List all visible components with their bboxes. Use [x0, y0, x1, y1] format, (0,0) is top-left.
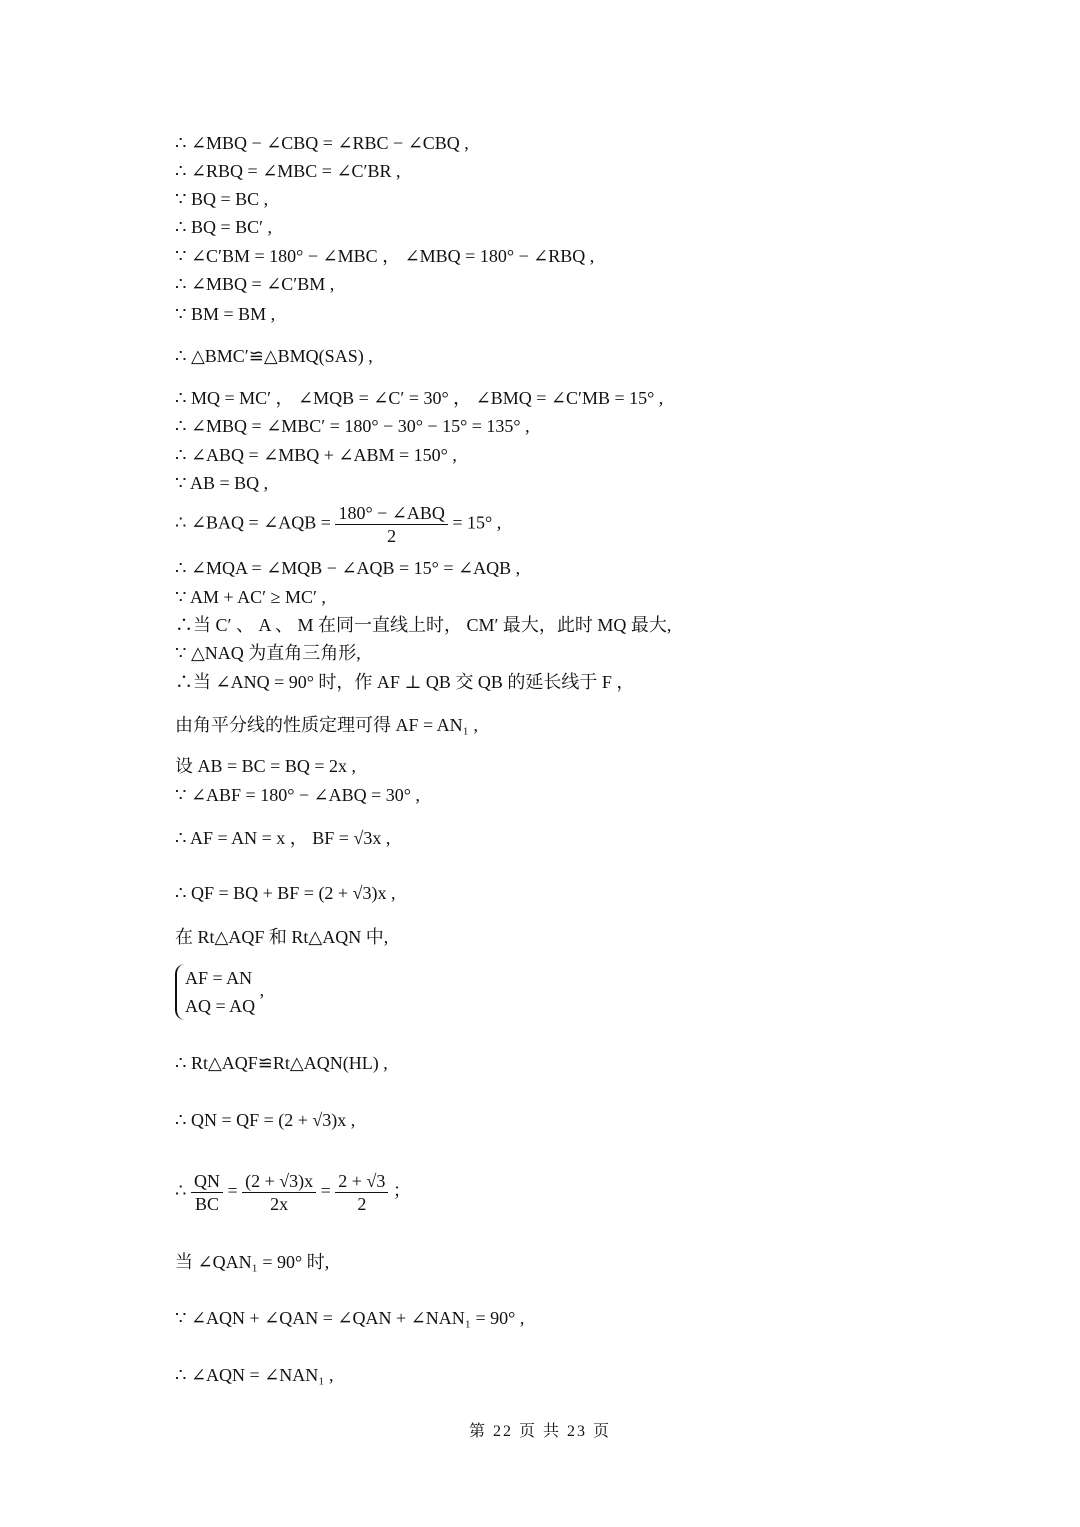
proof-line-4: ∴ BQ = BC′ , — [175, 217, 273, 237]
proof-line-24: 在 Rt△AQF 和 Rt△AQN 中, — [175, 927, 389, 947]
proof-line-17: ∵ △NAQ 为直角三角形, — [175, 643, 361, 663]
ratio-num-3: 2 + √3 — [335, 1170, 388, 1193]
proof-line-9: ∴ MQ = MC′ ， ∠MQB = ∠C′ = 30° ， ∠BMQ = ∠C′MB = 15° , — [175, 388, 664, 408]
proof-line-19: 由角平分线的性质定理可得 AF = AN₁ , — [175, 715, 478, 735]
proof-line-15: ∵ AM + AC′ ≥ MC′ , — [175, 587, 326, 607]
proof-line-1: ∴ ∠MBQ − ∠CBQ = ∠RBC − ∠CBQ , — [175, 133, 469, 153]
ratio-fraction-1 — [191, 1170, 223, 1215]
proof-line-8: ∴ △BMC′≌△BMQ(SAS) , — [175, 346, 373, 366]
proof-line-2: ∴ ∠RBQ = ∠MBC = ∠C′BR , — [175, 161, 401, 181]
proof-line-14: ∴ ∠MQA = ∠MQB − ∠AQB = 15° = ∠AQB , — [175, 558, 521, 578]
fraction-denominator: 2 — [387, 526, 397, 546]
proof-line-26: ∴ QN = QF = (2 + √3)x , — [175, 1110, 356, 1130]
system-eq-1: AF = AN — [185, 968, 253, 988]
system-eq-2: AQ = AQ — [185, 996, 256, 1016]
proof-line-22: ∴ AF = AN = x ， BF = √3x , — [175, 828, 391, 848]
fraction — [335, 502, 447, 547]
proof-line-3: ∵ BQ = BC , — [175, 189, 269, 209]
fraction-numerator: 180° − ∠ABQ — [335, 502, 447, 525]
equation-system — [175, 964, 264, 1020]
ratio-fraction-3 — [335, 1170, 388, 1215]
ratio-therefore: ∴ — [175, 1180, 187, 1201]
ratio-fraction-2 — [242, 1170, 316, 1215]
proof-line-27: 当 ∠QAN₁ = 90° 时, — [175, 1252, 330, 1272]
proof-line-11: ∴ ∠ABQ = ∠MBQ + ∠ABM = 150° , — [175, 445, 457, 465]
proof-line-23: ∴ QF = BQ + BF = (2 + √3)x , — [175, 883, 396, 903]
system-brace — [175, 964, 255, 1020]
ratio-den-3: 2 — [357, 1194, 367, 1214]
proof-line-5: ∵ ∠C′BM = 180° − ∠MBC ， ∠MBQ = 180° − ∠RBQ , — [175, 246, 595, 266]
proof-line-13 — [175, 502, 501, 547]
proof-line-18: ∴当 ∠ANQ = 90° 时，作 AF ⊥ QB 交 QB 的延长线于 F ， — [175, 672, 635, 692]
ratio-num-2: (2 + √3)x — [242, 1170, 316, 1193]
system-comma: , — [259, 980, 265, 1001]
proof-line-7: ∵ BM = BM , — [175, 304, 276, 324]
proof-line-16: ∴当 C′ 、 A 、 M 在同一直线上时， CM′ 最大，此时 MQ 最大, — [175, 615, 672, 635]
fraction-lead: ∴ ∠BAQ = ∠AQB = — [175, 512, 331, 533]
ratio-eq-1: = — [227, 1180, 238, 1201]
ratio-semicolon: ； — [392, 1180, 411, 1201]
page-footer: 第 22 页 共 23 页 — [468, 1423, 611, 1440]
ratio-num-1: QN — [191, 1170, 223, 1193]
ratio-line — [175, 1170, 411, 1215]
fraction-tail: = 15° , — [452, 512, 502, 533]
proof-line-6: ∴ ∠MBQ = ∠C′BM , — [175, 274, 335, 294]
proof-line-29: ∴ ∠AQN = ∠NAN₁ , — [175, 1365, 334, 1385]
ratio-den-1: BC — [194, 1194, 219, 1214]
proof-line-25: ∴ Rt△AQF≌Rt△AQN(HL) , — [175, 1053, 388, 1073]
proof-line-20: 设 AB = BC = BQ = 2x , — [175, 756, 356, 776]
ratio-den-2: 2x — [270, 1194, 289, 1214]
proof-line-12: ∵ AB = BQ , — [175, 473, 269, 493]
proof-line-10: ∴ ∠MBQ = ∠MBC′ = 180° − 30° − 15° = 135° , — [175, 416, 530, 436]
ratio-eq-2: = — [320, 1180, 331, 1201]
proof-line-28: ∵ ∠AQN + ∠QAN = ∠QAN + ∠NAN₁ = 90° , — [175, 1308, 525, 1328]
proof-line-21: ∵ ∠ABF = 180° − ∠ABQ = 30° , — [175, 785, 420, 805]
